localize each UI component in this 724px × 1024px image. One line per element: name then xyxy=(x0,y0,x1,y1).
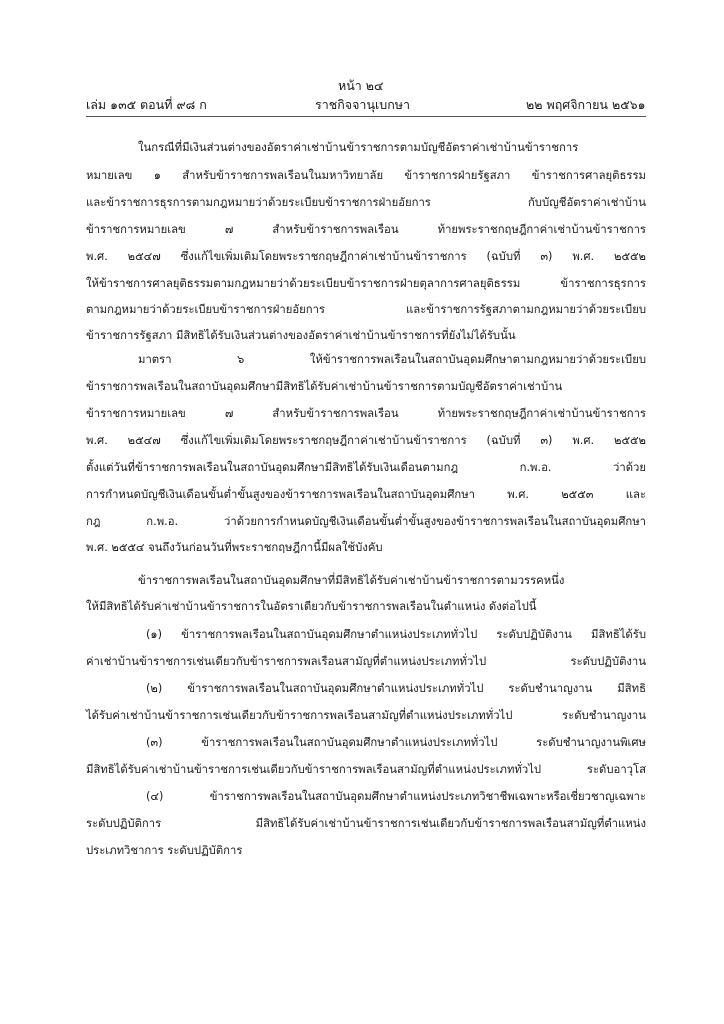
text-line: ได้รับค่าเช่าบ้านข้าราชการเช่นเดียวกับข้าราชการพลเรือนสามัญที่ตำแหน่งประเภททั่วไป ระดับชำนาญงาน xyxy=(86,709,646,722)
text-line: กฎ ก.พ.อ. ว่าด้วยการกำหนดบัญชีเงินเดือนขั้นต่ำขั้นสูงของข้าราชการพลเรือนในสถาบันอุดมศึกษา xyxy=(86,515,646,528)
text-line: พ.ศ. ๒๕๔๗ ซึ่งแก้ไขเพิ่มเติมโดยพระราชกฤษฎีกาค่าเช่าบ้านข้าราชการ (ฉบับที่ ๓) พ.ศ. ๒๕๕๒ xyxy=(86,250,646,263)
text-line: ตามกฎหมายว่าด้วยระเบียบข้าราชการฝ่ายอัยการ และข้าราชการรัฐสภาตามกฎหมายว่าด้วยระเบียบ xyxy=(86,303,646,316)
text-line: ตั้งแต่วันที่ข้าราชการพลเรือนในสถาบันอุดมศึกษามีสิทธิได้รับเงินเดือนตามกฎ ก.พ.อ. ว่าด้วย xyxy=(86,461,646,474)
volume-issue: เล่ม ๑๓๕ ตอนที่ ๙๘ ก xyxy=(86,97,207,112)
text-line: การกำหนดบัญชีเงินเดือนขั้นต่ำขั้นสูงของข้าราชการพลเรือนในสถาบันอุดมศึกษา พ.ศ. ๒๕๕๓ และ xyxy=(86,488,646,501)
header-divider xyxy=(86,116,646,117)
text-line: ค่าเช่าบ้านข้าราชการเช่นเดียวกับข้าราชการพลเรือนสามัญที่ตำแหน่งประเภททั่วไป ระดับปฏิบัติงาน xyxy=(86,655,646,668)
text-line: และข้าราชการธุรการตามกฎหมายว่าด้วยระเบียบข้าราชการฝ่ายอัยการ กับบัญชีอัตราค่าเช่าบ้าน xyxy=(86,196,646,209)
text-line: มีสิทธิได้รับค่าเช่าบ้านข้าราชการเช่นเดียวกับข้าราชการพลเรือนสามัญที่ตำแหน่งประเภททั่วไป ระดับอาวุโส xyxy=(86,763,646,776)
text-line: ข้าราชการหมายเลข ๗ สำหรับข้าราชการพลเรือน ท้ายพระราชกฤษฎีกาค่าเช่าบ้านข้าราชการ xyxy=(86,407,646,420)
text-line: ข้าราชการรัฐสภา มีสิทธิได้รับเงินส่วนต่างของอัตราค่าเช่าบ้านข้าราชการที่ยังไม่ได้รับนั้น xyxy=(86,329,516,342)
text-line: พ.ศ. ๒๕๕๔ จนถึงวันก่อนวันที่พระราชกฤษฎีกานี้มีผลใช้บังคับ xyxy=(86,541,383,554)
text-line: ระดับปฏิบัติการ มีสิทธิได้รับค่าเช่าบ้านข้าราชการเช่นเดียวกับข้าราชการพลเรือนสามัญที่ตำแหน่ง xyxy=(86,817,646,830)
text-line: ให้ข้าราชการศาลยุติธรรมตามกฎหมายว่าด้วยระเบียบข้าราชการฝ่ายตุลาการศาลยุติธรรม ข้าราชการธุรการ xyxy=(86,277,646,290)
list-item-2: (๒) ข้าราชการพลเรือนในสถาบันอุดมศึกษาตำแหน่งประเภททั่วไป ระดับชำนาญงาน มีสิทธิ xyxy=(146,682,646,695)
text-line: ข้าราชการหมายเลข ๗ สำหรับข้าราชการพลเรือน ท้ายพระราชกฤษฎีกาค่าเช่าบ้านข้าราชการ xyxy=(86,223,646,236)
text-line: ข้าราชการพลเรือนในสถาบันอุดมศึกษาที่มีสิทธิได้รับค่าเช่าบ้านข้าราชการตามวรรคหนึ่ง xyxy=(138,574,565,587)
section-heading-line: มาตรา ๖ ให้ข้าราชการพลเรือนในสถาบันอุดมศึกษาตามกฎหมายว่าด้วยระเบียบ xyxy=(138,353,646,366)
publication-date: ๒๒ พฤศจิกายน ๒๕๖๑ xyxy=(526,97,646,112)
text-line: ข้าราชการพลเรือนในสถาบันอุดมศึกษามีสิทธิได้รับค่าเช่าบ้านข้าราชการตามบัญชีอัตราค่าเช่าบ้าน xyxy=(86,380,563,393)
list-item-4: (๔) ข้าราชการพลเรือนในสถาบันอุดมศึกษาตำแหน่งประเภทวิชาชีพเฉพาะหรือเชี่ยวชาญเฉพาะ xyxy=(146,790,646,803)
list-item-3: (๓) ข้าราชการพลเรือนในสถาบันอุดมศึกษาตำแหน่งประเภททั่วไป ระดับชำนาญงานพิเศษ xyxy=(146,736,646,749)
list-item-1: (๑) ข้าราชการพลเรือนในสถาบันอุดมศึกษาตำแหน่งประเภททั่วไป ระดับปฏิบัติงาน มีสิทธิได้รับ xyxy=(146,628,646,641)
text-line: ในกรณีที่มีเงินส่วนต่างของอัตราค่าเช่าบ้านข้าราชการตามบัญชีอัตราค่าเช่าบ้านข้าราชการ xyxy=(138,141,579,154)
text-line: พ.ศ. ๒๕๔๗ ซึ่งแก้ไขเพิ่มเติมโดยพระราชกฤษฎีกาค่าเช่าบ้านข้าราชการ (ฉบับที่ ๓) พ.ศ. ๒๕๕๒ xyxy=(86,434,646,447)
text-line: ประเภทวิชาการ ระดับปฏิบัติการ xyxy=(86,844,243,857)
page-number: หน้า ๒๔ xyxy=(338,78,384,93)
publication-name: ราชกิจจานุเบกษา xyxy=(315,97,411,112)
text-line: ให้มีสิทธิได้รับค่าเช่าบ้านข้าราชการในอัตราเดียวกับข้าราชการพลเรือนในตำแหน่ง ดังต่อไปนี้ xyxy=(86,600,537,613)
text-line: หมายเลข ๑ สำหรับข้าราชการพลเรือนในมหาวิทยาลัย ข้าราชการฝ่ายรัฐสภา ข้าราชการศาลยุติธรรม xyxy=(86,169,646,182)
